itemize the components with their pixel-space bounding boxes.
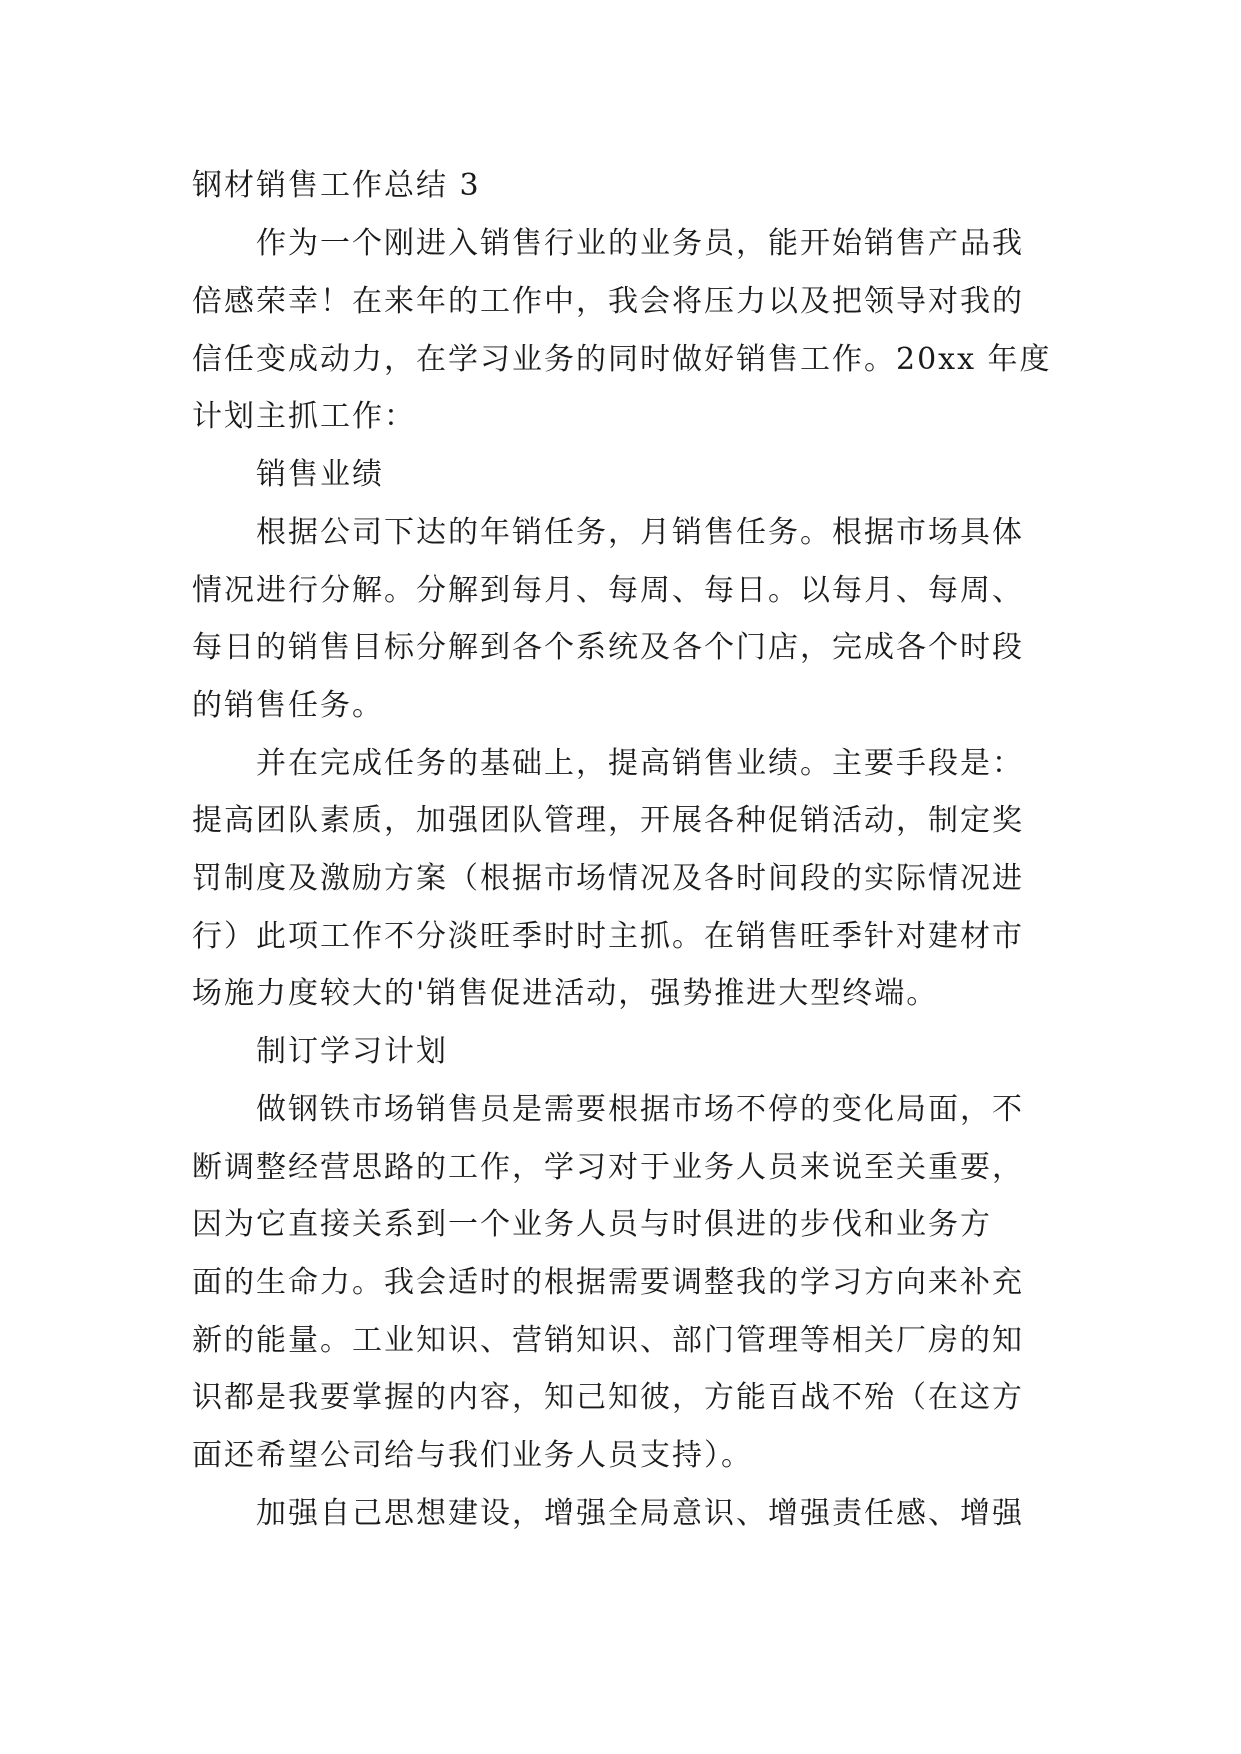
- paragraph-line: 情况进行分解。分解到每月、每周、每日。以每月、每周、: [192, 573, 1024, 608]
- paragraph-line: 做钢铁市场销售员是需要根据市场不停的变化局面，不: [256, 1092, 1024, 1127]
- paragraph-line: 信任变成动力，在学习业务的同时做好销售工作。20xx 年度: [192, 342, 1052, 377]
- paragraph-line: 因为它直接关系到一个业务人员与时俱进的步伐和业务方: [192, 1207, 992, 1242]
- paragraph-line: 的销售任务。: [192, 688, 384, 723]
- paragraph-line: 新的能量。工业知识、营销知识、部门管理等相关厂房的知: [192, 1323, 1024, 1358]
- document-title: 钢材销售工作总结 3: [192, 168, 481, 203]
- paragraph-line: 计划主抓工作：: [192, 399, 416, 434]
- paragraph-line: 行）此项工作不分淡旺季时时主抓。在销售旺季针对建材市: [192, 919, 1024, 954]
- paragraph-line: 根据公司下达的年销任务，月销售任务。根据市场具体: [256, 515, 1024, 550]
- paragraph-line: 提高团队素质，加强团队管理，开展各种促销活动，制定奖: [192, 803, 1024, 838]
- paragraph-line: 场施力度较大的'销售促进活动，强势推进大型终端。: [192, 976, 939, 1011]
- paragraph-line: 面的生命力。我会适时的根据需要调整我的学习方向来补充: [192, 1265, 1024, 1300]
- section-heading-sales: 销售业绩: [256, 457, 384, 492]
- paragraph-line: 倍感荣幸！在来年的工作中，我会将压力以及把领导对我的: [192, 284, 1024, 319]
- paragraph-line: 并在完成任务的基础上，提高销售业绩。主要手段是：: [256, 746, 1024, 781]
- paragraph-line: 断调整经营思路的工作，学习对于业务人员来说至关重要，: [192, 1150, 1024, 1185]
- paragraph-line: 识都是我要掌握的内容，知己知彼，方能百战不殆（在这方: [192, 1380, 1024, 1415]
- paragraph-line: 作为一个刚进入销售行业的业务员，能开始销售产品我: [256, 226, 1024, 261]
- paragraph-line: 面还希望公司给与我们业务人员支持）。: [192, 1438, 753, 1473]
- paragraph-line: 加强自己思想建设，增强全局意识、增强责任感、增强: [256, 1496, 1024, 1531]
- paragraph-line: 罚制度及激励方案（根据市场情况及各时间段的实际情况进: [192, 861, 1024, 896]
- paragraph-line: 每日的销售目标分解到各个系统及各个门店，完成各个时段: [192, 630, 1024, 665]
- section-heading-study-plan: 制订学习计划: [256, 1034, 448, 1069]
